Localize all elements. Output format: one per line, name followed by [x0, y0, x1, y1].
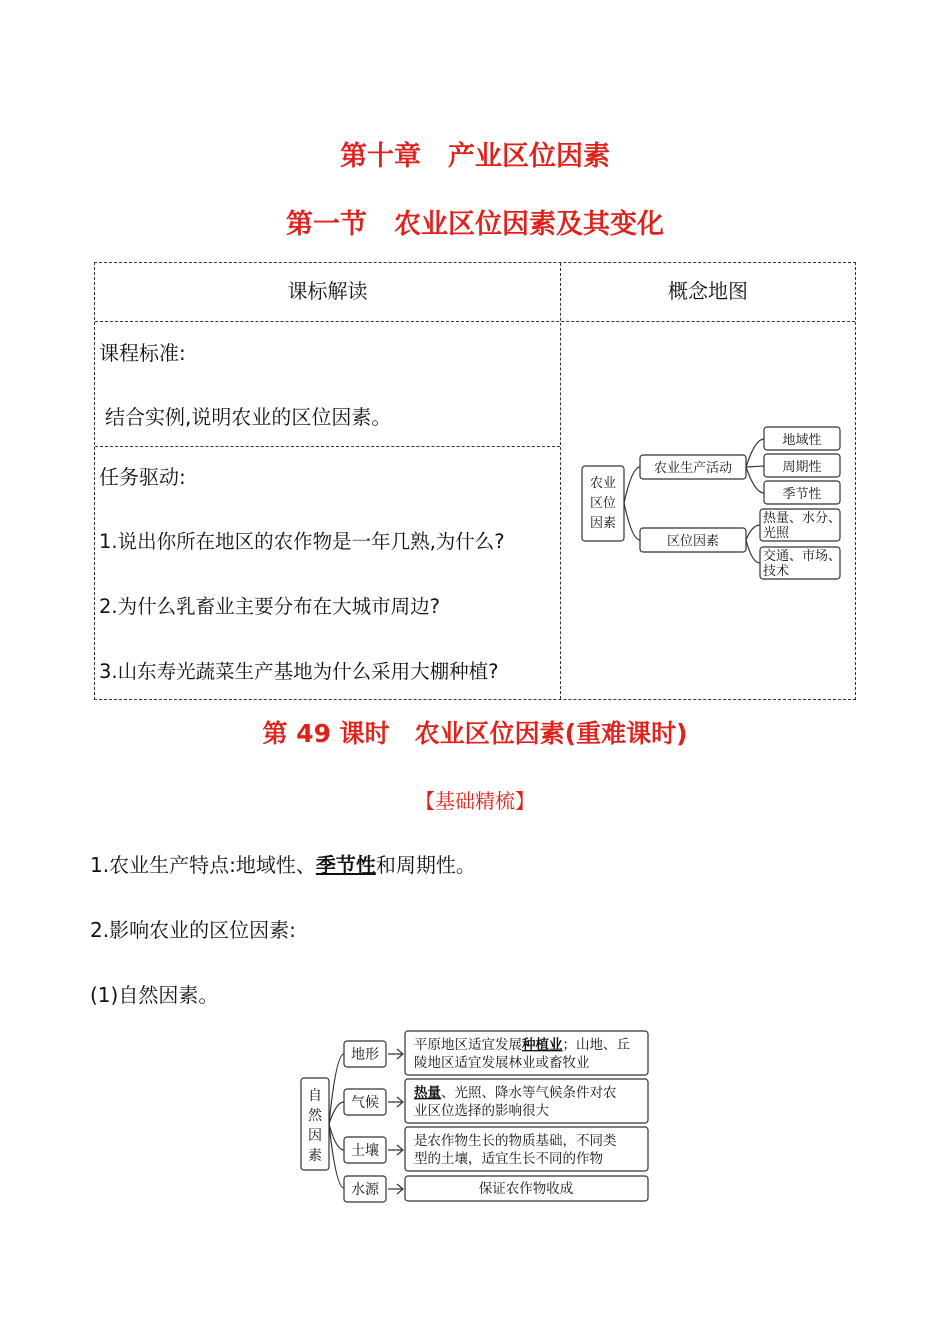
arrow-icon: [388, 1145, 403, 1155]
concept-leaf: 技术: [763, 564, 790, 579]
concept-leaf: 热量、水分、: [763, 511, 842, 526]
point-1-prefix: 1.农业生产特点:地域性、: [90, 853, 316, 877]
concept-leaf: 交通、市场、: [763, 549, 842, 564]
concept-branch1: 农业生产活动: [653, 461, 733, 476]
col1-header: 课标解读: [287, 279, 368, 303]
concept-connector: [746, 525, 760, 540]
chapter-title: 第十章 产业区位因素: [340, 141, 610, 172]
desc-terrain-key: 种植业: [522, 1037, 563, 1053]
factor-water: 水源: [351, 1182, 379, 1198]
point-1-key: 季节性: [315, 853, 376, 877]
factor-climate: 气候: [351, 1095, 379, 1111]
natural-root-char: 因: [308, 1128, 322, 1144]
natural-factors-map: [298, 1028, 653, 1208]
point-3: (1)自然因素。: [90, 983, 219, 1007]
arrow-icon: [388, 1097, 403, 1107]
standard-label: 课程标准:: [99, 341, 186, 365]
desc-water: 保证农作物收成: [478, 1181, 574, 1197]
concept-leaf: 周期性: [782, 460, 822, 475]
table-row-divider: [95, 446, 560, 447]
point-1: [90, 849, 476, 878]
desc-climate-line2: 业区位选择的影响很大: [414, 1103, 549, 1119]
concept-connector: [624, 503, 640, 540]
desc-soil-line1: 是农作物生长的物质基础，不同类: [414, 1133, 617, 1149]
lesson-title: 第 49 课时 农业区位因素(重难课时): [262, 719, 688, 748]
desc-climate-a: 、光照、降水等气候条件对农: [441, 1085, 617, 1101]
factor-soil: 土壤: [351, 1143, 379, 1159]
concept-map: [580, 423, 845, 583]
task-item-2: 2.为什么乳畜业主要分布在大城市周边?: [99, 595, 440, 618]
desc-terrain-line2: 陵地区适宜发展林业或畜牧业: [414, 1055, 590, 1071]
standard-text: 结合实例,说明农业的区位因素。: [105, 405, 392, 429]
desc-climate-key: 热量: [414, 1085, 441, 1101]
task-label: 任务驱动:: [99, 465, 186, 489]
natural-connector: [329, 1124, 344, 1188]
concept-connector: [624, 467, 640, 503]
natural-root-char: 素: [308, 1148, 322, 1164]
natural-root-char: 自: [308, 1088, 322, 1104]
table-column-divider: [560, 263, 561, 699]
concept-connector: [746, 439, 764, 467]
point-1-suffix: 和周期性。: [375, 853, 476, 877]
task-item-3: 3.山东寿光蔬菜生产基地为什么采用大棚种植?: [99, 660, 499, 683]
task-item-1: 1.说出你所在地区的农作物是一年几熟,为什么?: [99, 530, 505, 553]
desc-terrain-line1: [414, 1036, 630, 1053]
desc-climate-line1: [414, 1084, 617, 1101]
concept-root-line: 区位: [589, 496, 617, 511]
basics-label: 【基础精梳】: [415, 789, 535, 813]
section-title: 第一节 农业区位因素及其变化: [286, 209, 664, 240]
concept-leaf: 地域性: [782, 433, 822, 448]
natural-root-char: 然: [308, 1108, 322, 1124]
table-header-divider: [95, 321, 855, 322]
point-2: 2.影响农业的区位因素:: [90, 918, 296, 942]
arrow-icon: [388, 1184, 403, 1194]
desc-terrain-a: 平原地区适宜发展: [414, 1037, 522, 1053]
concept-leaf: 光照: [763, 526, 790, 541]
concept-branch2: 区位因素: [666, 534, 720, 549]
desc-soil-line2: 型的土壤，适宜生长不同的作物: [414, 1151, 603, 1167]
factor-terrain: 地形: [351, 1047, 379, 1063]
natural-connector: [329, 1054, 344, 1124]
desc-terrain-b: ；山地、丘: [562, 1037, 630, 1053]
concept-leaf: 季节性: [782, 487, 822, 502]
concept-connector: [746, 466, 764, 467]
concept-root-line: 因素: [589, 516, 617, 531]
concept-root-line: 农业: [589, 476, 617, 491]
concept-connector: [746, 540, 760, 563]
curriculum-table: [94, 262, 856, 700]
col2-header: 概念地图: [668, 279, 748, 303]
arrow-icon: [388, 1049, 403, 1059]
concept-connector: [746, 467, 764, 493]
